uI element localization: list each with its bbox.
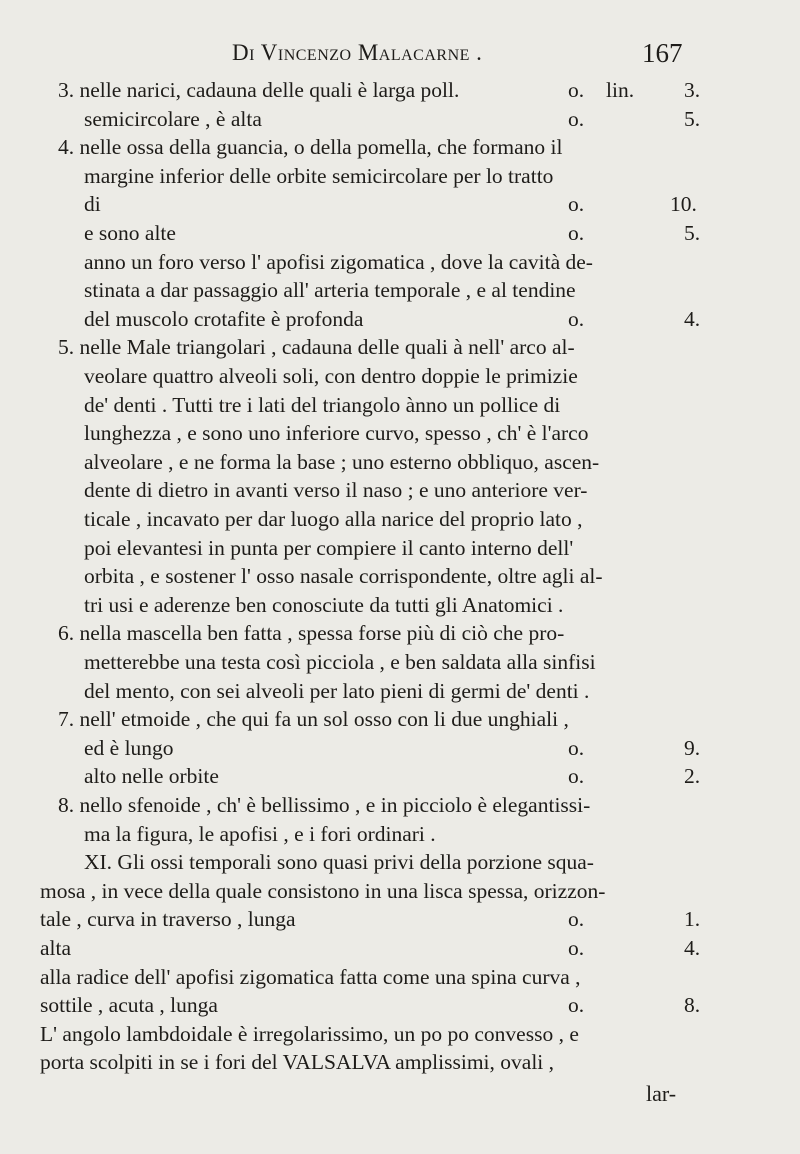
text-line (0, 105, 800, 133)
measure-value: 1. (684, 907, 701, 932)
line-text: lunghezza , e sono uno inferiore curvo, spesso , ch' è l'arco (84, 421, 589, 446)
text-line (0, 991, 800, 1019)
measure-value: 3. (684, 78, 701, 102)
text-line (0, 448, 800, 476)
text-line (0, 963, 800, 991)
measure-value: o. (568, 221, 585, 245)
measure-value: o. (568, 306, 585, 331)
page-header (0, 40, 800, 80)
text-line (0, 905, 800, 933)
line-text: di (84, 192, 101, 217)
text-line (0, 505, 800, 533)
line-text: L' angolo lambdoidale è irregolarissimo, un po po convesso , e (40, 1021, 579, 1046)
text-line (0, 333, 800, 361)
line-text: alto nelle orbite (84, 764, 219, 789)
measure-value: o. (568, 735, 585, 760)
line-text: del mento, con sei alveoli per lato pieni di germi de' denti . (84, 678, 590, 703)
line-text: ticale , incavato per dar luogo alla narice del proprio lato , (84, 507, 583, 531)
line-text: anno un foro verso l' apofisi zigomatica , dove la cavità de- (84, 249, 593, 274)
text-line (0, 877, 800, 905)
line-text: semicircolare , è alta (84, 106, 262, 131)
line-text: alla radice dell' apofisi zigomatica fatta come una spina curva , (40, 964, 581, 989)
measure-value: o. (568, 764, 585, 789)
text-line (0, 619, 800, 647)
measure-value: o. (568, 936, 585, 960)
text-line (0, 391, 800, 419)
text-line (0, 476, 800, 504)
text-line (0, 305, 800, 333)
line-text: tri usi e aderenze ben conosciute da tutti gli Anatomici . (84, 592, 564, 617)
measure-value: o. (568, 907, 585, 932)
line-text: e sono alte (84, 221, 176, 245)
text-line (0, 562, 800, 590)
text-line (0, 677, 800, 705)
catchword: lar- (646, 1081, 677, 1106)
text-line (0, 820, 800, 848)
measure-value: o. (568, 78, 585, 102)
line-text: alta (40, 936, 72, 960)
measure-unit: lin. (606, 78, 635, 102)
line-text: de' denti . Tutti tre i lati del triangolo ànno un pollice di (84, 392, 561, 417)
line-text: XI. Gli ossi temporali sono quasi privi della porzione squa- (84, 850, 594, 875)
text-line (0, 734, 800, 762)
measure-value: 5. (684, 221, 701, 245)
measure-value: 10. (670, 192, 697, 217)
text-line (0, 848, 800, 876)
line-text: 5. nelle Male triangolari , cadauna delle quali à nell' arco al- (58, 335, 575, 360)
line-text: tale , curva in traverso , lunga (40, 907, 296, 932)
line-text: 8. nello sfenoide , ch' è bellissimo , e in picciolo è elegantissi- (58, 793, 591, 817)
measure-value: 9. (684, 735, 701, 760)
text-line (0, 190, 800, 218)
line-text: 4. nelle ossa della guancia, o della pomella, che formano il (58, 135, 563, 160)
text-line (0, 362, 800, 390)
text-line (0, 248, 800, 276)
running-head: Di Vincenzo Malacarne . (232, 40, 483, 65)
line-text: veolare quattro alveoli soli, con dentro doppie le primizie (84, 364, 578, 388)
line-text: alveolare , e ne forma la base ; uno esterno obbliquo, ascen- (84, 449, 600, 474)
text-line (0, 419, 800, 447)
text-line (0, 76, 800, 104)
line-text: metterebbe una testa così picciola , e ben saldata alla sinfisi (84, 650, 596, 674)
measure-value: 4. (684, 936, 701, 960)
measure-value: 4. (684, 306, 701, 331)
text-line (0, 791, 800, 819)
measure-value: 8. (684, 993, 701, 1018)
line-text: stinata a dar passaggio all' arteria temporale , e al tendine (84, 278, 576, 303)
text-line (0, 1020, 800, 1048)
page-number: 167 (642, 38, 683, 68)
measure-value: o. (568, 192, 585, 217)
measure-value: 5. (684, 106, 701, 131)
text-line (0, 133, 800, 161)
line-text: del muscolo crotafite è profonda (84, 306, 364, 331)
text-line (0, 934, 800, 962)
line-text: mosa , in vece della quale consistono in una lisca spessa, orizzon- (40, 878, 606, 903)
text-line (0, 276, 800, 304)
text-line (0, 1048, 800, 1076)
line-text: 7. nell' etmoide , che qui fa un sol osso con li due unghiali , (58, 707, 569, 732)
text-line (0, 162, 800, 190)
text-line (0, 219, 800, 247)
line-text: poi elevantesi in punta per compiere il canto interno dell' (84, 535, 574, 560)
line-text: ma la figura, le apofisi , e i fori ordinari . (84, 821, 436, 846)
line-text: orbita , e sostener l' osso nasale corrispondente, oltre agli al- (84, 564, 603, 589)
line-text: porta scolpiti in se i fori del VALSALVA amplissimi, ovali , (40, 1050, 555, 1075)
line-text: margine inferior delle orbite semicircolare per lo tratto (84, 163, 554, 188)
measure-value: o. (568, 106, 585, 131)
line-text: 6. nella mascella ben fatta , spessa forse più di ciò che pro- (58, 621, 565, 646)
line-text: 3. nelle narici, cadauna delle quali è larga poll. (58, 78, 460, 102)
text-line (0, 534, 800, 562)
measure-value: o. (568, 993, 585, 1018)
text-line (0, 762, 800, 790)
measure-value: 2. (684, 764, 701, 789)
line-text: dente di dietro in avanti verso il naso ; e uno anteriore ver- (84, 478, 588, 503)
line-text: sottile , acuta , lunga (40, 993, 218, 1018)
text-line (0, 648, 800, 676)
text-line (0, 705, 800, 733)
line-text: ed è lungo (84, 735, 174, 760)
text-line (0, 591, 800, 619)
